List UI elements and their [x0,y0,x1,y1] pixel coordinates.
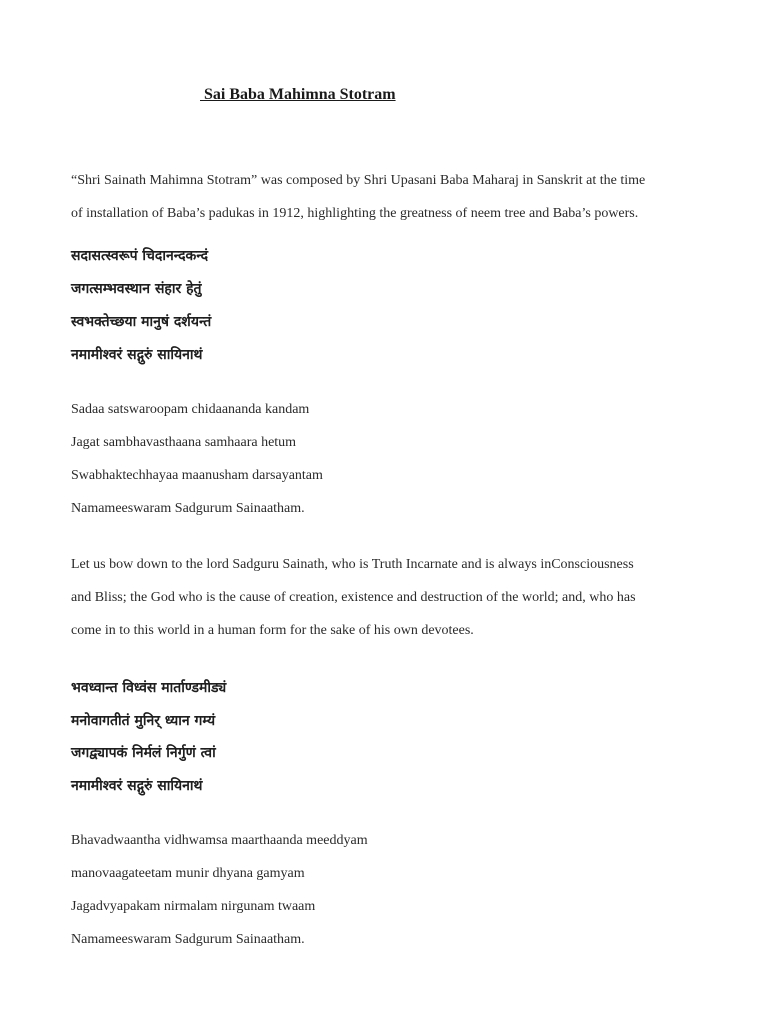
verse1-devanagari-line-2: जगत्सम्भवस्थान संहार हेतुं [71,281,202,297]
verse1-devanagari-line-4: नमामीश्वरं सद्गुरुं सायिनाथं [71,347,203,363]
verse2-transliteration-line-2: manovaagateetam munir dhyana gamyam [71,866,305,881]
verse2-devanagari-line-1: भवध्वान्त विध्वंस मार्ताण्डमीड्यं [71,680,227,696]
verse2-transliteration-line-3: Jagadvyapakam nirmalam nirgunam twaam [71,899,316,914]
document-title: Sai Baba Mahimna Stotram [200,86,396,103]
verse1-devanagari-line-3: स्वभक्तेच्छया मानुषं दर्शयन्तं [71,314,212,330]
verse2-devanagari-line-2: मनोवागतीतं मुनिर् ध्यान गम्यं [71,713,216,729]
verse1-transliteration-line-2: Jagat sambhavasthaana samhaara hetum [71,435,297,450]
verse1-translation-line-3: come in to this world in a human form for the sake of his own devotees. [71,623,474,638]
verse1-transliteration-line-4: Namameeswaram Sadgurum Sainaatham. [71,501,305,516]
verse1-translation-line-1: Let us bow down to the lord Sadguru Sainath, who is Truth Incarnate and is always inConsciousness [71,557,634,572]
intro-line-1: “Shri Sainath Mahimna Stotram” was composed by Shri Upasani Baba Maharaj in Sanskrit at the time [71,173,646,188]
verse1-transliteration-line-3: Swabhaktechhayaa maanusham darsayantam [71,468,323,483]
verse2-transliteration-line-1: Bhavadwaantha vidhwamsa maarthaanda meeddyam [71,833,368,848]
verse1-devanagari-line-1: सदासत्स्वरूपं चिदानन्दकन्दं [71,248,209,264]
verse2-devanagari-line-3: जगद्व्यापकं निर्मलं निर्गुणं त्वां [71,745,216,761]
verse1-transliteration-line-1: Sadaa satswaroopam chidaananda kandam [71,402,310,417]
intro-line-2: of installation of Baba’s padukas in 1912, highlighting the greatness of neem tree and Baba’s powers. [71,206,639,221]
verse2-transliteration-line-4: Namameeswaram Sadgurum Sainaatham. [71,932,305,947]
verse2-devanagari-line-4: नमामीश्वरं सद्गुरुं सायिनाथं [71,778,203,794]
verse1-translation-line-2: and Bliss; the God who is the cause of creation, existence and destruction of the world; and, who has [71,590,636,605]
